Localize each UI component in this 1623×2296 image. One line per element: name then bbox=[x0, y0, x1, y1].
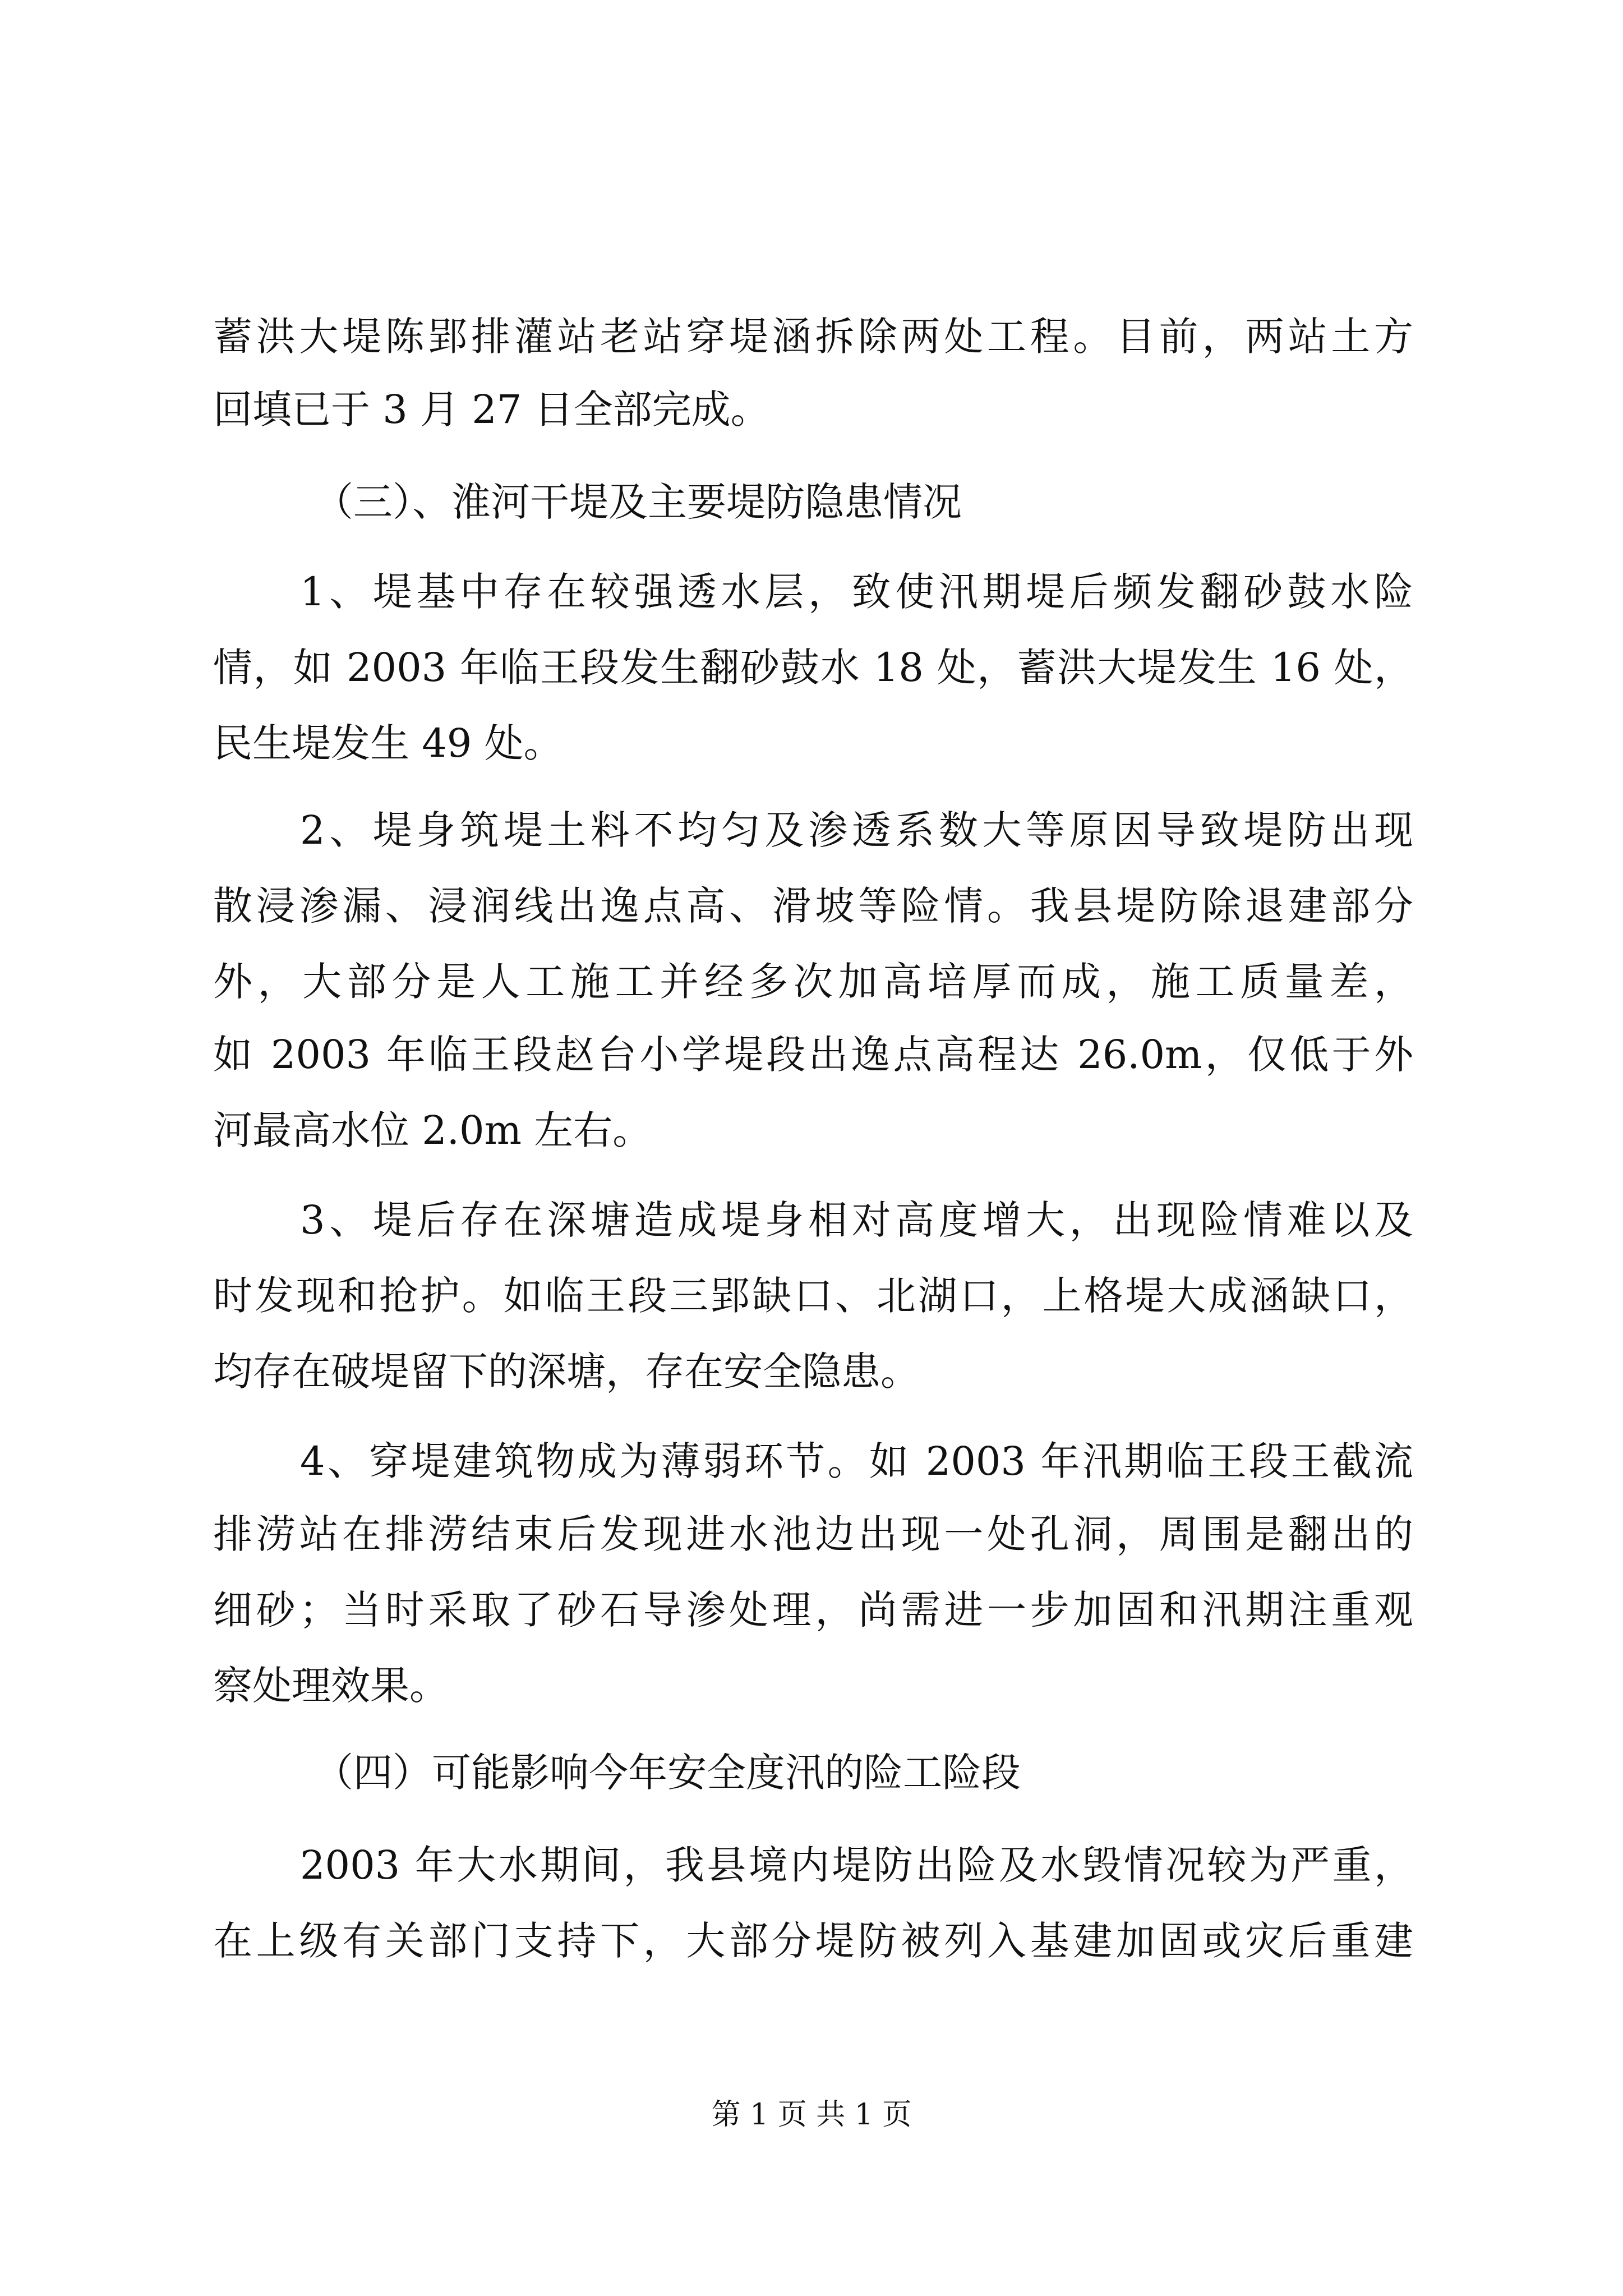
text-line: 在上级有关部门支持下，大部分堤防被列入基建加固或灾后重建 bbox=[213, 1918, 1413, 1964]
text-line: 细砂；当时采取了砂石导渗处理，尚需进一步加固和汛期注重观 bbox=[213, 1587, 1413, 1633]
text-line: 民生堤发生 49 处。 bbox=[213, 720, 563, 766]
text-line: 4、穿堤建筑物成为薄弱环节。如 2003 年汛期临王段王截流 bbox=[300, 1438, 1413, 1484]
section-heading: （四）可能影响今年安全度汛的险工险段 bbox=[314, 1750, 1021, 1796]
text-line: 散浸渗漏、浸润线出逸点高、滑坡等险情。我县堤防除退建部分 bbox=[213, 883, 1413, 929]
text-line: 1、堤基中存在较强透水层，致使汛期堤后频发翻砂鼓水险 bbox=[300, 569, 1413, 615]
text-line: 外，大部分是人工施工并经多次加高培厚而成，施工质量差， bbox=[213, 959, 1413, 1005]
text-line: 蓄洪大堤陈郢排灌站老站穿堤涵拆除两处工程。目前，两站土方 bbox=[213, 314, 1413, 360]
text-line: 3、堤后存在深塘造成堤身相对高度增大，出现险情难以及 bbox=[300, 1197, 1413, 1243]
text-line: 如 2003 年临王段赵台小学堤段出逸点高程达 26.0m，仅低于外 bbox=[213, 1032, 1413, 1078]
text-line: 2、堤身筑堤土料不均匀及渗透系数大等原因导致堤防出现 bbox=[300, 807, 1413, 853]
text-line: 时发现和抢护。如临王段三郢缺口、北湖口，上格堤大成涵缺口， bbox=[213, 1273, 1413, 1319]
text-line: 河最高水位 2.0m 左右。 bbox=[213, 1107, 652, 1153]
text-line: 2003 年大水期间，我县境内堤防出险及水毁情况较为严重， bbox=[300, 1842, 1413, 1888]
text-line: 排涝站在排涝结束后发现进水池边出现一处孔洞，周围是翻出的 bbox=[213, 1511, 1413, 1557]
page-footer: 第 1 页 共 1 页 bbox=[711, 2098, 912, 2132]
section-heading: （三）、淮河干堤及主要堤防隐患情况 bbox=[314, 479, 962, 525]
text-line: 察处理效果。 bbox=[213, 1663, 449, 1709]
text-line: 均存在破堤留下的深塘，存在安全隐患。 bbox=[213, 1349, 920, 1395]
text-line: 回填已于 3 月 27 日全部完成。 bbox=[213, 386, 770, 432]
text-line: 情，如 2003 年临王段发生翻砂鼓水 18 处，蓄洪大堤发生 16 处， bbox=[213, 645, 1413, 691]
